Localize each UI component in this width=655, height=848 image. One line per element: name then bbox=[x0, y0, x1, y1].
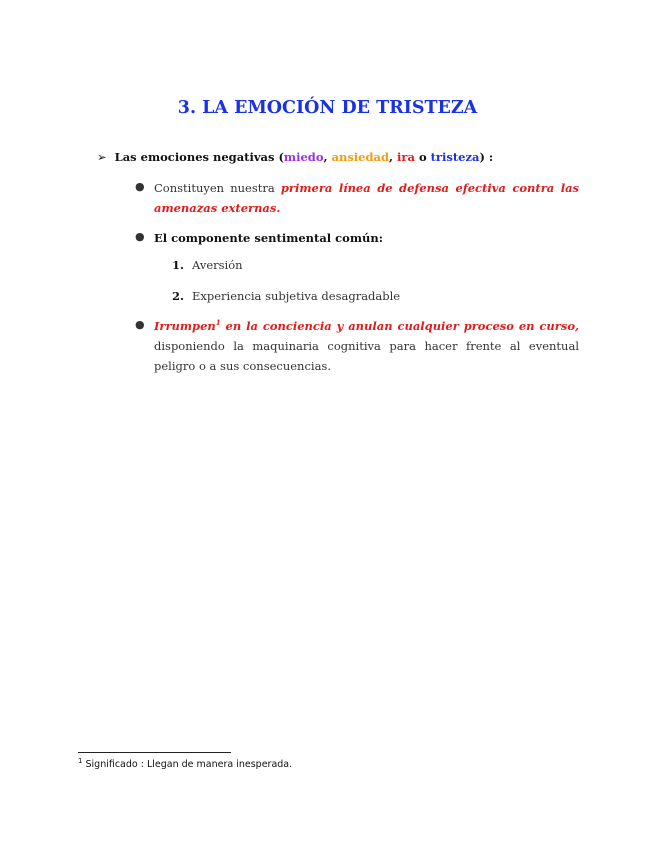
bullet-item-irrumpen bbox=[135, 318, 580, 378]
intro-line bbox=[97, 150, 493, 164]
intro-sep-3: o bbox=[414, 150, 431, 164]
bullet-dot-icon: ● bbox=[135, 230, 145, 243]
bullet-item-defensa bbox=[135, 180, 580, 222]
footnote-mark: 1 bbox=[78, 756, 83, 765]
item-number: 2. bbox=[172, 289, 185, 303]
intro-suffix: ) : bbox=[479, 150, 494, 164]
bullet-text bbox=[154, 316, 579, 376]
word-miedo: miedo bbox=[283, 150, 324, 164]
item-text: Experiencia subjetiva desagradable bbox=[192, 289, 401, 303]
footnote-reference[interactable]: 1 bbox=[215, 318, 221, 328]
bullet-emphasis-text: primera línea de defensa efectiva contra las amenazas externas. bbox=[154, 181, 580, 215]
intro-sep-2: , bbox=[389, 150, 398, 164]
item-number: 1. bbox=[172, 258, 185, 272]
numbered-item-experiencia bbox=[172, 289, 400, 303]
footnote bbox=[78, 756, 293, 770]
section-title: 3. LA EMOCIÓN DE TRISTEZA bbox=[177, 98, 478, 118]
bullet-emphasis-text: Irrumpen bbox=[154, 319, 216, 333]
bullet-dot-icon: ● bbox=[135, 318, 145, 331]
bullet-heading-text: El componente sentimental común: bbox=[154, 231, 383, 245]
bullet-dot-icon: ● bbox=[135, 180, 145, 193]
footnote-divider bbox=[78, 752, 231, 753]
bullet-emphasis-text-2: en la conciencia y anulan cualquier proceso en curso, bbox=[220, 319, 579, 333]
word-tristeza: tristeza bbox=[430, 150, 480, 164]
numbered-item-aversion bbox=[172, 258, 243, 272]
intro-sep-1: , bbox=[323, 150, 332, 164]
bullet-plain-text: Constituyen nuestra bbox=[154, 181, 281, 195]
bullet-plain-text: disponiendo la maquinaria cognitiva para hacer frente al eventual peligro o a sus consecuencias. bbox=[154, 339, 579, 373]
arrow-bullet-icon: ➢ bbox=[97, 150, 107, 164]
intro-prefix: Las emociones negativas ( bbox=[114, 150, 284, 164]
word-ansiedad: ansiedad bbox=[331, 150, 390, 164]
bullet-text bbox=[154, 178, 579, 218]
item-text: Aversión bbox=[192, 258, 243, 272]
footnote-text: Significado : Llegan de manera inesperada. bbox=[82, 759, 293, 770]
word-ira: ira bbox=[397, 150, 415, 164]
